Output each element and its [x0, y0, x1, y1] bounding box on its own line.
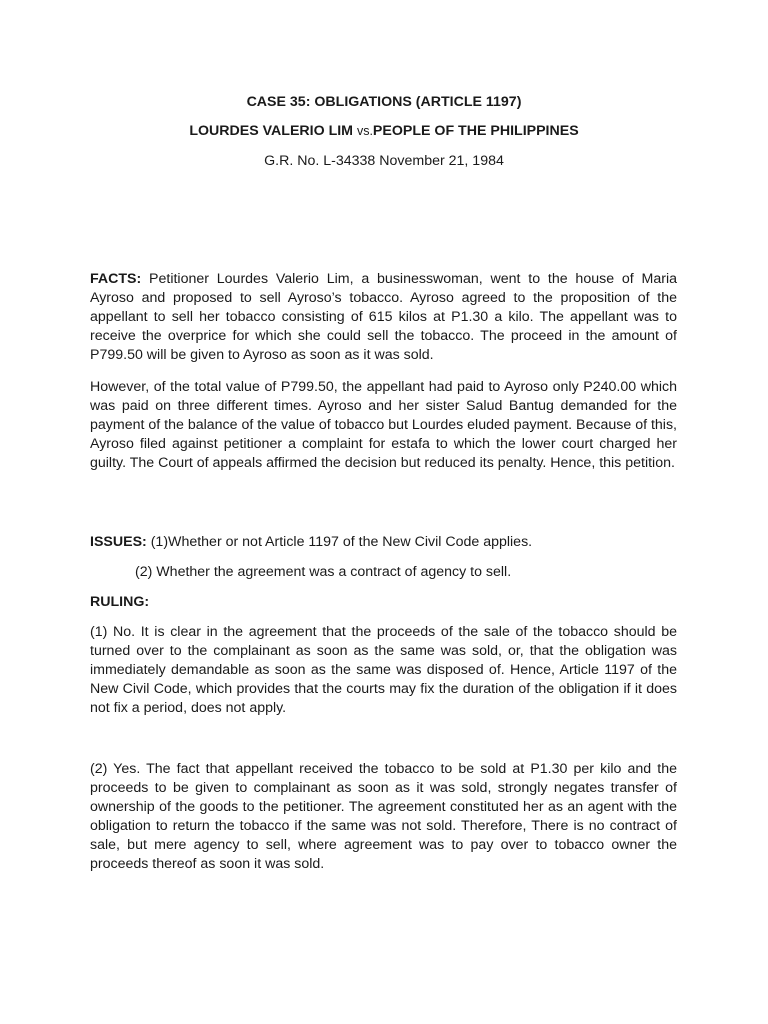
case-title: CASE 35: OBLIGATIONS (ARTICLE 1197)	[246, 94, 522, 110]
petitioner-name: LOURDES VALERIO LIM	[189, 123, 357, 139]
facts-paragraph-1	[90, 270, 677, 365]
ruling-paragraph-1: (1) No. It is clear in the agreement that the proceeds of the sale of the tobacco should be turned over to the complainant as soon as the same was sold, or, that the obligation was immediately demandable as soon as the same was disposed of. Hence, Article 1197 of the New Civil Code, which provides that the courts may fix the duration of the obligation if it does not fix a period, does not apply.	[90, 624, 677, 717]
facts-label: FACTS:	[90, 271, 142, 287]
case-citation: G.R. No. L-34338 November 21, 1984	[264, 153, 504, 169]
issue-1-text: (1)Whether or not Article 1197 of the New Civil Code applies.	[146, 534, 533, 550]
facts-paragraph-2: However, of the total value of P799.50, the appellant had paid to Ayroso only P240.00 which was paid on three different times. Ayroso and her sister Salud Bantug demanded for the payment of the balance of the value of tobacco but Lourdes eluded payment. Because of this, Ayroso filed against petitioner a complaint for estafa to which the lower court charged her guilty. The Court of appeals affirmed the decision but reduced its penalty. Hence, this petition.	[90, 379, 677, 472]
respondent-name: PEOPLE OF THE PHILIPPINES	[372, 123, 579, 139]
versus-text: vs.	[356, 124, 373, 138]
issues-label: ISSUES:	[90, 534, 147, 550]
issue-2-text: (2) Whether the agreement was a contract of agency to sell.	[135, 564, 512, 580]
facts-text: Petitioner Lourdes Valerio Lim, a businesswoman, went to the house of Maria Ayroso and proposed to sell Ayroso’s tobacco. Ayroso agreed to the proposition of the appellant to sell her tobacco consisting of 615 kilos at P1.30 a kilo. The appellant was to receive the overprice for which she could sell the tobacco. The proceed in the amount of P799.50 will be given to Ayroso as soon as it was sold.	[90, 271, 677, 364]
issues-line-1	[90, 534, 532, 550]
ruling-paragraph-2: (2) Yes. The fact that appellant received the tobacco to be sold at P1.30 per kilo and the proceeds to be given to complainant as soon as it was sold, strongly negates transfer of ownership of the goods to the petitioner. The agreement constituted her as an agent with the obligation to return the tobacco if the same was not sold. Therefore, There is no contract of sale, but mere agency to sell, where agreement was to pay over to tobacco owner the proceeds thereof as soon it was sold.	[90, 761, 677, 873]
ruling-label: RULING:	[90, 594, 150, 610]
case-parties	[0, 123, 768, 139]
